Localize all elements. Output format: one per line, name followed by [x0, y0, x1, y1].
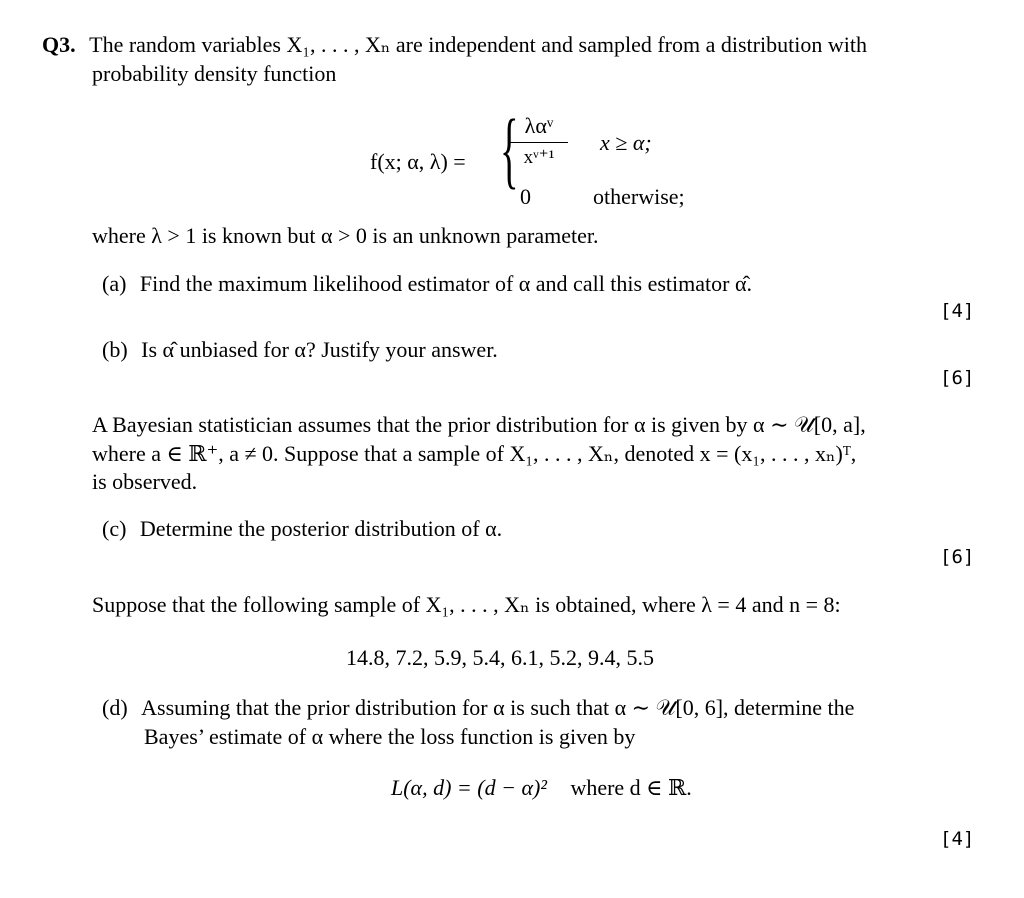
pdf-fraction [510, 113, 568, 169]
part-b-text: Is α̂ unbiased for α? Justify your answer. [141, 337, 498, 362]
pdf-case2-value: 0 [520, 184, 531, 209]
part-b-marks: [6] [940, 367, 975, 389]
part-b [102, 337, 498, 363]
part-d-marks: [4] [940, 828, 975, 850]
part-a-marks: [4] [940, 300, 975, 322]
bayes-para-line2: where a ∈ ℝ⁺, a ≠ 0. Suppose that a sample of X₁, . . . , Xₙ, denoted x = (x₁, . . . , xₙ)ᵀ, [92, 441, 857, 466]
part-a-label: (a) [102, 271, 127, 296]
sample-para-line1: Suppose that the following sample of X₁, . . . , Xₙ is obtained, where λ = 4 and n = 8: [92, 592, 841, 617]
question-number: Q3. [42, 32, 76, 57]
part-d-line2: Bayes’ estimate of α where the loss function is given by [144, 724, 636, 749]
bayes-para-line3: is observed. [92, 469, 198, 494]
pdf-numerator: λαᵛ [524, 113, 554, 138]
loss-formula: L(α, d) = (d − α)² [391, 775, 547, 800]
part-d-label: (d) [102, 695, 128, 720]
pdf-lhs: f(x; α, λ) = [370, 149, 466, 174]
pdf-denominator: xᵛ⁺¹ [523, 147, 555, 168]
part-a-text: Find the maximum likelihood estimator of α and call this estimator α̂. [139, 271, 752, 296]
part-c-label: (c) [102, 516, 127, 541]
question-intro-line1 [42, 32, 867, 58]
pdf-case1-condition: x ≥ α; [600, 130, 652, 155]
fraction-bar [510, 142, 568, 143]
part-c [102, 516, 502, 542]
loss-condition: where d ∈ ℝ. [570, 775, 692, 800]
part-c-marks: [6] [940, 546, 975, 568]
part-a [102, 271, 752, 297]
intro-text-1: The random variables X₁, . . . , Xₙ are independent and sampled from a distribution with [89, 32, 867, 57]
where-text: where λ > 1 is known but α > 0 is an unknown parameter. [92, 223, 599, 248]
case-brace: { [500, 101, 519, 197]
part-d-line1 [102, 695, 854, 721]
loss-function [391, 775, 692, 801]
bayes-para-line1: A Bayesian statistician assumes that the prior distribution for α is given by α ∼ 𝒰[0, a], [92, 412, 866, 437]
pdf-case2-condition: otherwise; [593, 184, 685, 209]
sample-values: 14.8, 7.2, 5.9, 5.4, 6.1, 5.2, 9.4, 5.5 [346, 645, 654, 670]
question-intro-line2: probability density function [92, 61, 337, 86]
part-b-label: (b) [102, 337, 128, 362]
part-c-text: Determine the posterior distribution of α. [139, 516, 503, 541]
part-d-text-1: Assuming that the prior distribution for α is such that α ∼ 𝒰[0, 6], determine the [141, 695, 855, 720]
